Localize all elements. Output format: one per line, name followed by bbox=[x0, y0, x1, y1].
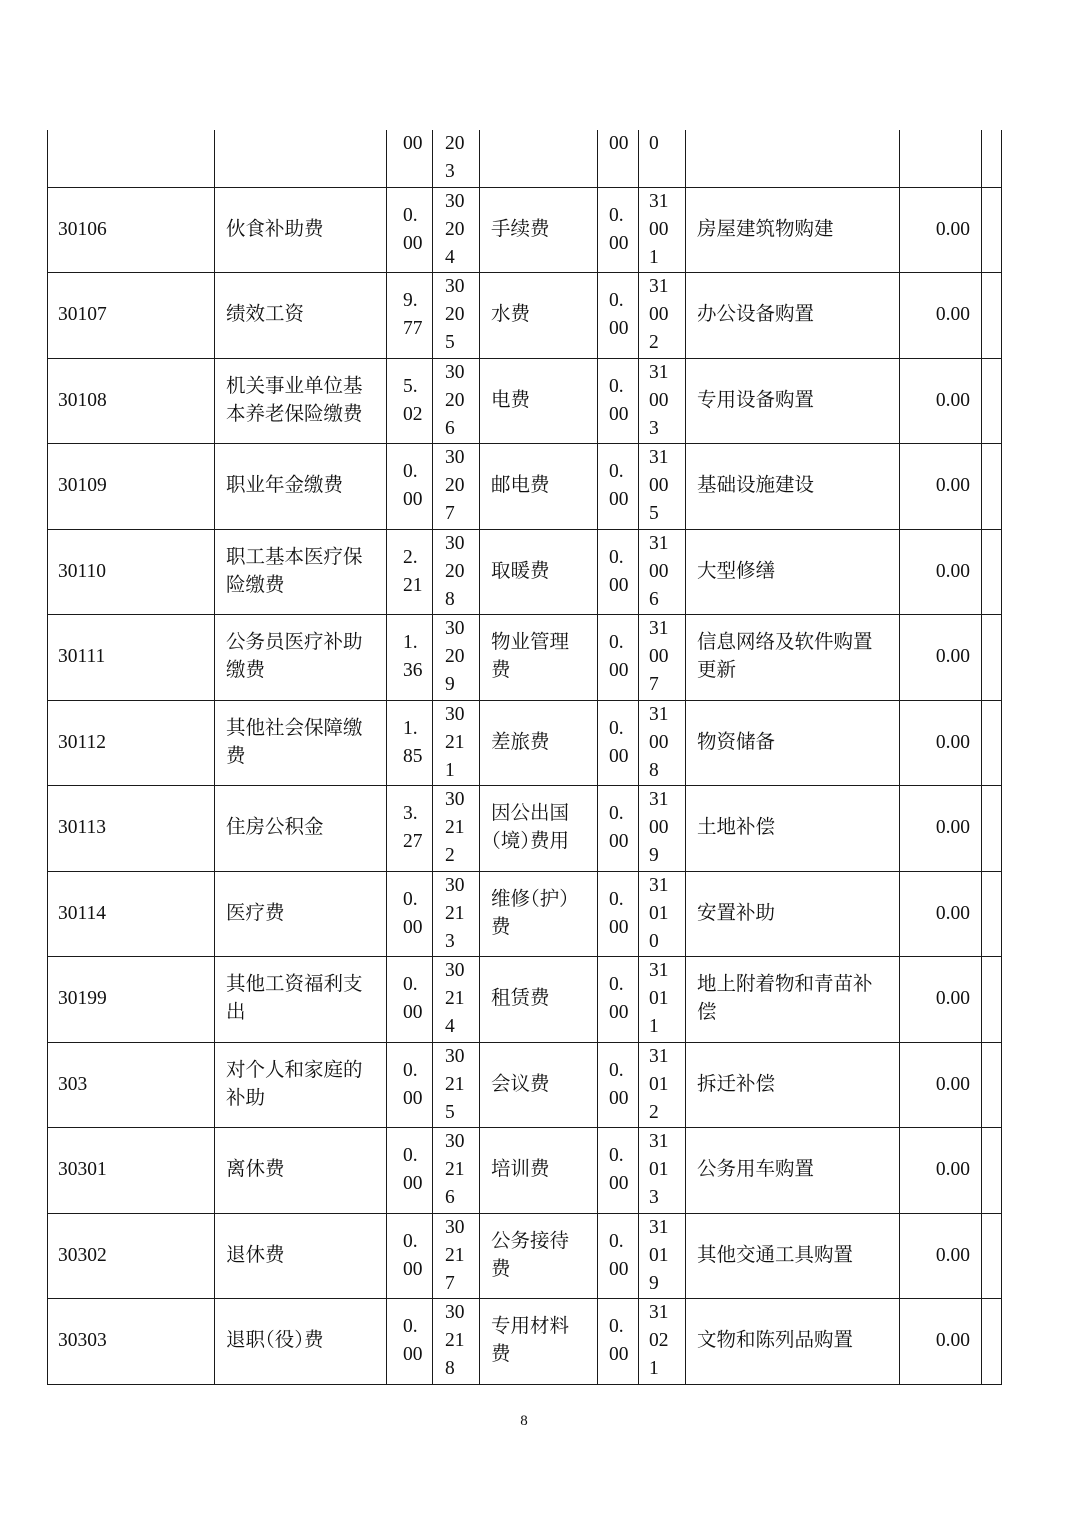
empty-cell bbox=[215, 130, 387, 187]
economic-code-cell: 31019 bbox=[639, 1213, 686, 1299]
item-name-cell: 退休费 bbox=[215, 1213, 387, 1299]
economic-code-cell: 30208 bbox=[433, 529, 480, 615]
empty-cell bbox=[982, 273, 1002, 359]
empty-cell bbox=[982, 187, 1002, 273]
item-name-cell: 安置补助 bbox=[686, 871, 900, 957]
item-name-cell: 办公设备购置 bbox=[686, 273, 900, 359]
table-row bbox=[48, 1042, 1002, 1128]
amount-cell: 0.00 bbox=[900, 957, 982, 1043]
economic-code-cell: 31008 bbox=[639, 700, 686, 786]
table-row bbox=[48, 444, 1002, 530]
amount-cell: 0.00 bbox=[598, 786, 639, 872]
amount-cell: 0.00 bbox=[598, 273, 639, 359]
item-name-cell: 物资储备 bbox=[686, 700, 900, 786]
amount-cell: 0.00 bbox=[900, 273, 982, 359]
empty-cell bbox=[982, 1128, 1002, 1214]
empty-cell bbox=[982, 529, 1002, 615]
economic-code-cell: 31013 bbox=[639, 1128, 686, 1214]
table-row bbox=[48, 1128, 1002, 1214]
item-name-cell: 差旅费 bbox=[480, 700, 598, 786]
item-name-cell: 其他工资福利支出 bbox=[215, 957, 387, 1043]
economic-code-cell: 0 bbox=[639, 130, 686, 187]
economic-code-cell: 30215 bbox=[433, 1042, 480, 1128]
amount-cell: 0.00 bbox=[900, 786, 982, 872]
economic-code-cell: 30209 bbox=[433, 615, 480, 701]
amount-cell: 0.00 bbox=[598, 1042, 639, 1128]
item-name-cell: 机关事业单位基本养老保险缴费 bbox=[215, 358, 387, 444]
economic-code-cell: 30111 bbox=[48, 615, 215, 701]
item-name-cell: 物业管理费 bbox=[480, 615, 598, 701]
economic-code-cell: 30107 bbox=[48, 273, 215, 359]
economic-code-cell: 303 bbox=[48, 1042, 215, 1128]
amount-cell: 0.00 bbox=[598, 444, 639, 530]
amount-cell: 0.00 bbox=[900, 1213, 982, 1299]
item-name-cell: 离休费 bbox=[215, 1128, 387, 1214]
amount-cell: 0.00 bbox=[387, 1299, 433, 1385]
amount-cell: 0.00 bbox=[598, 615, 639, 701]
item-name-cell: 手续费 bbox=[480, 187, 598, 273]
table-row bbox=[48, 615, 1002, 701]
economic-code-cell: 30204 bbox=[433, 187, 480, 273]
item-name-cell: 基础设施建设 bbox=[686, 444, 900, 530]
item-name-cell: 公务员医疗补助缴费 bbox=[215, 615, 387, 701]
economic-code-cell: 30213 bbox=[433, 871, 480, 957]
item-name-cell: 职业年金缴费 bbox=[215, 444, 387, 530]
amount-cell: 0.00 bbox=[387, 444, 433, 530]
economic-code-cell: 30218 bbox=[433, 1299, 480, 1385]
economic-code-cell: 31005 bbox=[639, 444, 686, 530]
economic-code-cell: 31012 bbox=[639, 1042, 686, 1128]
item-name-cell: 伙食补助费 bbox=[215, 187, 387, 273]
economic-code-cell: 30114 bbox=[48, 871, 215, 957]
economic-code-cell: 30301 bbox=[48, 1128, 215, 1214]
table-row bbox=[48, 529, 1002, 615]
economic-code-cell: 30206 bbox=[433, 358, 480, 444]
table-row bbox=[48, 786, 1002, 872]
empty-cell bbox=[982, 1213, 1002, 1299]
economic-code-cell: 30106 bbox=[48, 187, 215, 273]
economic-code-cell: 30112 bbox=[48, 700, 215, 786]
amount-cell: 0.00 bbox=[598, 1213, 639, 1299]
item-name-cell: 邮电费 bbox=[480, 444, 598, 530]
item-name-cell: 文物和陈列品购置 bbox=[686, 1299, 900, 1385]
amount-cell: 1.36 bbox=[387, 615, 433, 701]
table-row bbox=[48, 957, 1002, 1043]
economic-code-cell: 30303 bbox=[48, 1299, 215, 1385]
item-name-cell: 取暖费 bbox=[480, 529, 598, 615]
amount-cell: 0.00 bbox=[900, 1042, 982, 1128]
economic-code-cell: 30199 bbox=[48, 957, 215, 1043]
empty-cell bbox=[982, 871, 1002, 957]
item-name-cell: 电费 bbox=[480, 358, 598, 444]
amount-cell: 0.00 bbox=[387, 1213, 433, 1299]
expenditure-classification-table bbox=[47, 130, 1002, 1385]
table-body bbox=[48, 130, 1002, 1384]
amount-cell: 0.00 bbox=[900, 700, 982, 786]
amount-cell: 0.00 bbox=[900, 444, 982, 530]
amount-cell: 0.00 bbox=[900, 871, 982, 957]
economic-code-cell: 30302 bbox=[48, 1213, 215, 1299]
economic-code-cell: 30110 bbox=[48, 529, 215, 615]
economic-code-cell: 30108 bbox=[48, 358, 215, 444]
empty-cell bbox=[48, 130, 215, 187]
item-name-cell: 大型修缮 bbox=[686, 529, 900, 615]
amount-cell: 5.02 bbox=[387, 358, 433, 444]
economic-code-cell: 31002 bbox=[639, 273, 686, 359]
amount-cell: 0.00 bbox=[900, 1299, 982, 1385]
amount-cell: 0.00 bbox=[598, 871, 639, 957]
item-name-cell: 专用设备购置 bbox=[686, 358, 900, 444]
empty-cell bbox=[982, 444, 1002, 530]
amount-cell: 0.00 bbox=[900, 358, 982, 444]
economic-code-cell: 30207 bbox=[433, 444, 480, 530]
economic-code-cell: 31009 bbox=[639, 786, 686, 872]
item-name-cell: 住房公积金 bbox=[215, 786, 387, 872]
economic-code-cell: 30211 bbox=[433, 700, 480, 786]
empty-cell bbox=[982, 1042, 1002, 1128]
economic-code-cell: 30214 bbox=[433, 957, 480, 1043]
item-name-cell: 退职（役）费 bbox=[215, 1299, 387, 1385]
amount-cell: 0.00 bbox=[387, 1128, 433, 1214]
item-name-cell: 公务接待费 bbox=[480, 1213, 598, 1299]
economic-code-cell: 30205 bbox=[433, 273, 480, 359]
amount-cell: 0.00 bbox=[900, 187, 982, 273]
item-name-cell: 医疗费 bbox=[215, 871, 387, 957]
item-name-cell: 其他交通工具购置 bbox=[686, 1213, 900, 1299]
empty-cell bbox=[982, 700, 1002, 786]
economic-code-cell: 30217 bbox=[433, 1213, 480, 1299]
amount-cell: 00 bbox=[598, 130, 639, 187]
amount-cell: 0.00 bbox=[900, 1128, 982, 1214]
economic-code-cell: 30109 bbox=[48, 444, 215, 530]
empty-cell bbox=[982, 786, 1002, 872]
economic-code-cell: 31007 bbox=[639, 615, 686, 701]
table-row bbox=[48, 1299, 1002, 1385]
item-name-cell: 信息网络及软件购置更新 bbox=[686, 615, 900, 701]
economic-code-cell: 30113 bbox=[48, 786, 215, 872]
item-name-cell: 公务用车购置 bbox=[686, 1128, 900, 1214]
empty-cell bbox=[900, 130, 982, 187]
item-name-cell: 培训费 bbox=[480, 1128, 598, 1214]
amount-cell: 0.00 bbox=[598, 1299, 639, 1385]
amount-cell: 0.00 bbox=[598, 700, 639, 786]
amount-cell: 0.00 bbox=[598, 187, 639, 273]
item-name-cell: 专用材料费 bbox=[480, 1299, 598, 1385]
item-name-cell: 地上附着物和青苗补偿 bbox=[686, 957, 900, 1043]
amount-cell: 0.00 bbox=[900, 615, 982, 701]
economic-code-cell: 30216 bbox=[433, 1128, 480, 1214]
amount-cell: 0.00 bbox=[598, 1128, 639, 1214]
amount-cell: 1.85 bbox=[387, 700, 433, 786]
empty-cell bbox=[480, 130, 598, 187]
amount-cell: 0.00 bbox=[598, 529, 639, 615]
amount-cell: 0.00 bbox=[387, 1042, 433, 1128]
empty-cell bbox=[686, 130, 900, 187]
economic-code-cell: 203 bbox=[433, 130, 480, 187]
table-row bbox=[48, 358, 1002, 444]
item-name-cell: 其他社会保障缴费 bbox=[215, 700, 387, 786]
table-row bbox=[48, 187, 1002, 273]
item-name-cell: 职工基本医疗保险缴费 bbox=[215, 529, 387, 615]
economic-code-cell: 31021 bbox=[639, 1299, 686, 1385]
table-row bbox=[48, 273, 1002, 359]
economic-code-cell: 31003 bbox=[639, 358, 686, 444]
amount-cell: 00 bbox=[387, 130, 433, 187]
amount-cell: 0.00 bbox=[900, 529, 982, 615]
empty-cell bbox=[982, 358, 1002, 444]
item-name-cell: 水费 bbox=[480, 273, 598, 359]
table-row bbox=[48, 871, 1002, 957]
empty-cell bbox=[982, 130, 1002, 187]
empty-cell bbox=[982, 1299, 1002, 1385]
economic-code-cell: 31001 bbox=[639, 187, 686, 273]
item-name-cell: 拆迁补偿 bbox=[686, 1042, 900, 1128]
empty-cell bbox=[982, 615, 1002, 701]
amount-cell: 0.00 bbox=[387, 957, 433, 1043]
economic-code-cell: 31006 bbox=[639, 529, 686, 615]
item-name-cell: 维修（护）费 bbox=[480, 871, 598, 957]
empty-cell bbox=[982, 957, 1002, 1043]
amount-cell: 9.77 bbox=[387, 273, 433, 359]
table-row bbox=[48, 700, 1002, 786]
item-name-cell: 房屋建筑物购建 bbox=[686, 187, 900, 273]
amount-cell: 0.00 bbox=[598, 358, 639, 444]
amount-cell: 0.00 bbox=[598, 957, 639, 1043]
item-name-cell: 因公出国（境）费用 bbox=[480, 786, 598, 872]
item-name-cell: 对个人和家庭的补助 bbox=[215, 1042, 387, 1128]
economic-code-cell: 30212 bbox=[433, 786, 480, 872]
economic-code-cell: 31011 bbox=[639, 957, 686, 1043]
amount-cell: 0.00 bbox=[387, 187, 433, 273]
item-name-cell: 会议费 bbox=[480, 1042, 598, 1128]
amount-cell: 2.21 bbox=[387, 529, 433, 615]
table-row bbox=[48, 1213, 1002, 1299]
item-name-cell: 绩效工资 bbox=[215, 273, 387, 359]
item-name-cell: 土地补偿 bbox=[686, 786, 900, 872]
economic-code-cell: 31010 bbox=[639, 871, 686, 957]
item-name-cell: 租赁费 bbox=[480, 957, 598, 1043]
amount-cell: 3.27 bbox=[387, 786, 433, 872]
amount-cell: 0.00 bbox=[387, 871, 433, 957]
page-number: 8 bbox=[520, 1413, 528, 1429]
table-row-continued bbox=[48, 130, 1002, 187]
